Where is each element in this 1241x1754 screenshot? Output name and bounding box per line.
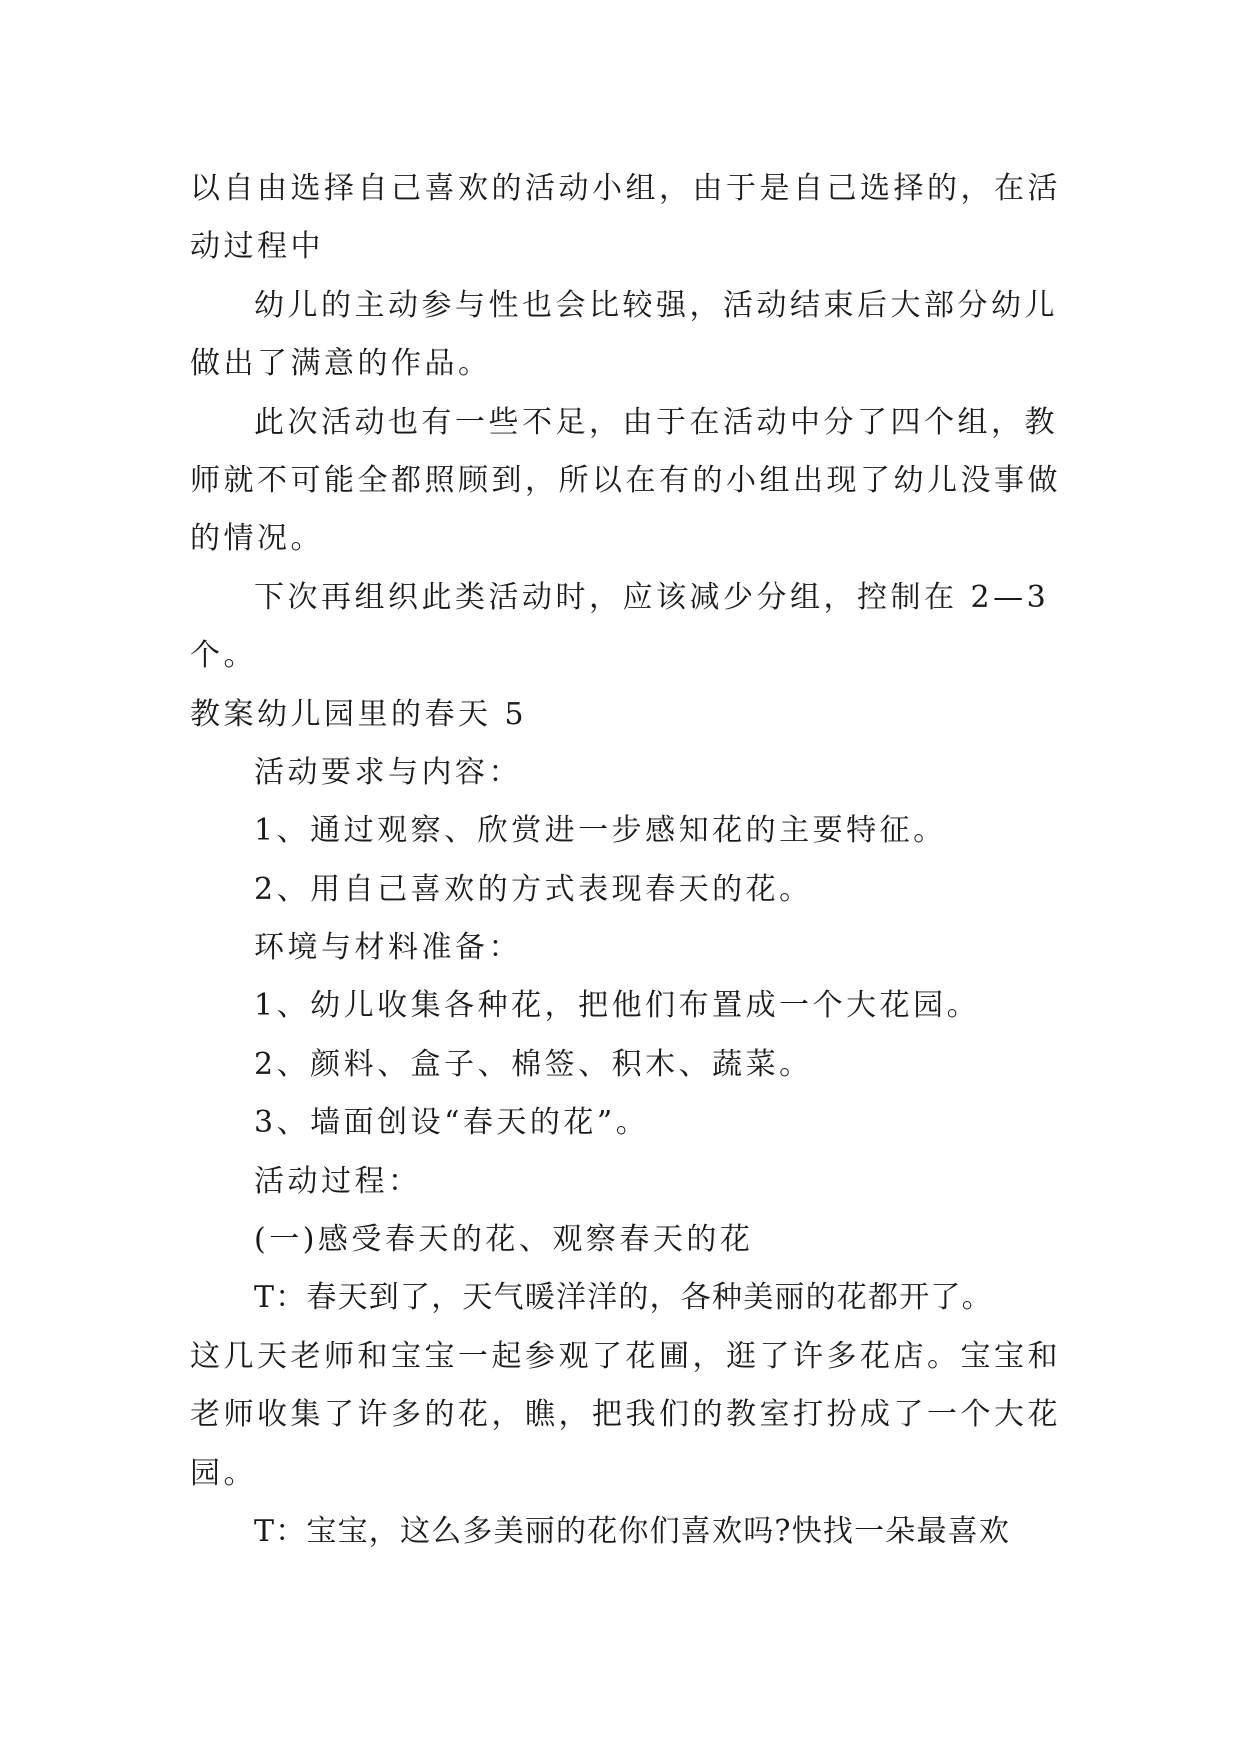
list-item: 1、幼儿收集各种花，把他们布置成一个大花园。	[254, 988, 981, 1024]
list-item: 2、颜料、盒子、棉签、积木、蔬菜。	[254, 1046, 813, 1082]
text-line: 个。	[190, 638, 257, 674]
text-line: 以自由选择自己喜欢的活动小组，由于是自己选择的，在活	[190, 171, 1061, 206]
text-line: 这几天老师和宝宝一起参观了花圃，逛了许多花店。宝宝和	[190, 1338, 1061, 1374]
step-heading: (一)感受春天的花、观察春天的花	[254, 1222, 754, 1258]
text-line: 幼儿的主动参与性也会比较强，活动结束后大部分幼儿	[254, 287, 1058, 323]
list-item: 2、用自己喜欢的方式表现春天的花。	[254, 871, 813, 907]
text-line: T：宝宝，这么多美丽的花你们喜欢吗?快找一朵最喜欢	[254, 1513, 1011, 1549]
list-item: 1、通过观察、欣赏进一步感知花的主要特征。	[254, 813, 947, 849]
subheading: 环境与材料准备：	[254, 930, 522, 966]
text-line: 下次再组织此类活动时，应该减少分组，控制在 2—3	[254, 579, 1050, 615]
section-heading: 教案幼儿园里的春天 5	[190, 696, 528, 732]
text-line: T：春天到了，天气暖洋洋的，各种美丽的花都开了。	[254, 1280, 993, 1316]
text-line: 园。	[190, 1455, 257, 1491]
subheading: 活动过程：	[254, 1163, 422, 1199]
document-page	[190, 160, 1061, 1561]
text-line: 此次活动也有一些不足，由于在活动中分了四个组，教	[254, 404, 1058, 440]
text-line: 做出了满意的作品。	[190, 346, 492, 382]
text-line: 师就不可能全都照顾到，所以在有的小组出现了幼儿没事做	[190, 462, 1061, 498]
subheading: 活动要求与内容：	[254, 754, 522, 790]
list-item: 3、墙面创设“春天的花”。	[254, 1105, 650, 1141]
text-line: 的情况。	[190, 521, 324, 557]
text-line: 老师收集了许多的花，瞧，把我们的教室打扮成了一个大花	[190, 1397, 1061, 1433]
text-line: 动过程中	[190, 229, 324, 265]
